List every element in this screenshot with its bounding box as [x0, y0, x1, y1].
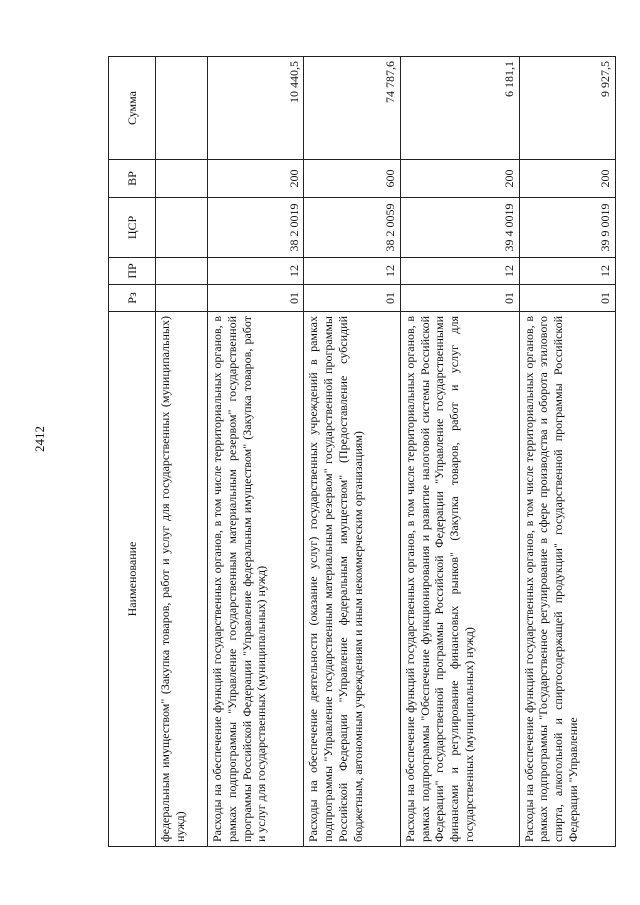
row-pr: 12 [207, 258, 303, 285]
row-rz: 01 [400, 285, 519, 312]
row-sum: 10 440,5 [207, 57, 303, 160]
row-pr: 12 [304, 258, 400, 285]
row-csr [156, 198, 208, 258]
table-row [304, 57, 400, 847]
row-name: Расходы на обеспечение деятельности (оказание услуг) государственных учреждений в рамках подпрограммы "Управление государственным материальным резервом" государственной программы Российской Федерации "Управление федеральным имуществом" (Предоставление субсидий бюджетным, автономным учреждениям и иным некоммерческим организациям) [304, 312, 400, 847]
table-row [156, 57, 208, 847]
row-vr: 200 [207, 160, 303, 198]
row-rz: 01 [207, 285, 303, 312]
row-pr [156, 258, 208, 285]
row-csr: 39 9 0019 [519, 198, 615, 258]
row-name: Расходы на обеспечение функций государственных органов, в том числе территориальных органов, в рамках подпрограммы "Государственное регулирование в сфере производства и оборота этилового спирта, алкогольной и спиртосодержащей продукции" государственной программы Российской Федерации "Управление [519, 312, 615, 847]
row-csr: 39 4 0019 [400, 198, 519, 258]
row-sum [156, 57, 208, 160]
budget-table [108, 56, 616, 847]
row-name: Расходы на обеспечение функций государственных органов, в том числе территориальных органов, в рамках подпрограммы "Обеспечение функционирования и развитие налоговой системы Российской Федерации" государственной программы Российской Федерации "Управление государственными финансами и регулирование финансовых рынков" (Закупка товаров, работ и услуг для государственных (муниципальных) нужд) [400, 312, 519, 847]
row-vr: 200 [519, 160, 615, 198]
header-csr: ЦСР [109, 198, 156, 258]
rotated-table-container [108, 57, 616, 847]
header-name: Наименование [109, 312, 156, 847]
row-rz: 01 [304, 285, 400, 312]
header-sum: Сумма [109, 57, 156, 160]
row-rz [156, 285, 208, 312]
table-row [400, 57, 519, 847]
table-row [519, 57, 615, 847]
table-header-row [109, 57, 156, 847]
row-rz: 01 [519, 285, 615, 312]
row-sum: 6 181,1 [400, 57, 519, 160]
row-vr: 600 [304, 160, 400, 198]
row-sum: 74 787,6 [304, 57, 400, 160]
header-vr: ВР [109, 160, 156, 198]
row-pr: 12 [519, 258, 615, 285]
row-vr [156, 160, 208, 198]
row-vr: 200 [400, 160, 519, 198]
row-csr: 38 2 0019 [207, 198, 303, 258]
page-number: 2412 [32, 426, 47, 452]
row-csr: 38 2 0059 [304, 198, 400, 258]
header-pr: ПР [109, 258, 156, 285]
row-pr: 12 [400, 258, 519, 285]
row-sum: 9 927,5 [519, 57, 615, 160]
row-name: федеральным имуществом" (Закупка товаров, работ и услуг для государственных (муниципальных) нужд) [156, 312, 208, 847]
table-row [207, 57, 303, 847]
header-rz: Рз [109, 285, 156, 312]
row-name: Расходы на обеспечение функций государственных органов, в том числе территориальных органов, в рамках подпрограммы "Управление государственным материальным резервом" государственной программы Российской Федерации "Управление федеральным имуществом" (Закупка товаров, работ и услуг для государственных (муниципальных) нужд) [207, 312, 303, 847]
